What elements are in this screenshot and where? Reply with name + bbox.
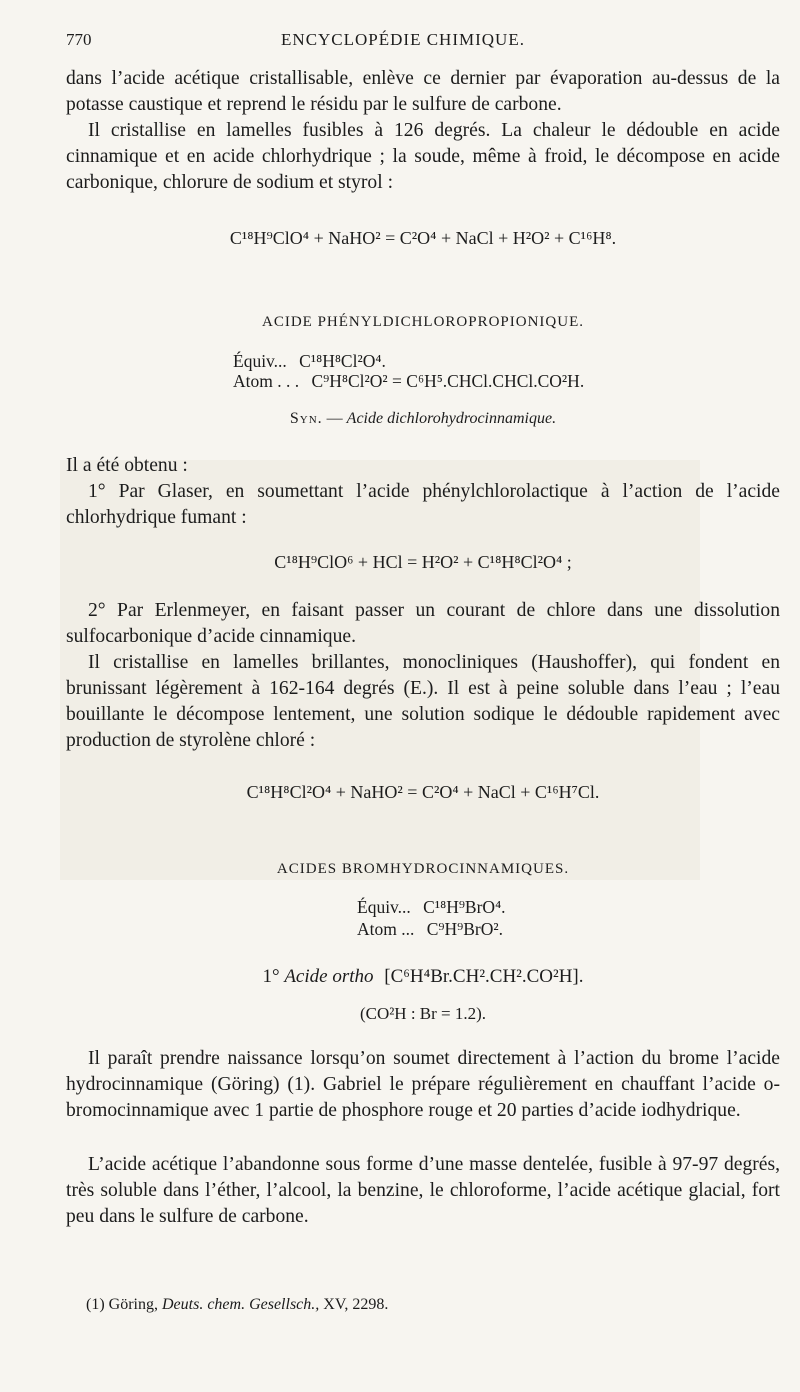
formula-1: C¹⁸H⁹ClO⁴ + NaHO² = C²O⁴ + NaCl + H²O² + C¹⁶H⁸.: [229, 228, 617, 248]
subheading-ortho: [66, 966, 780, 988]
paragraph-3: Il a été obtenu :: [66, 455, 188, 476]
atom-line-2: [357, 918, 503, 940]
subheading-formula: [C⁶H⁴Br.CH².CH².CO²H].: [384, 966, 584, 987]
subheading-name: Acide ortho: [284, 966, 374, 987]
equiv-label: Équiv...: [357, 897, 411, 917]
formula-3: C¹⁸H⁸Cl²O⁴ + NaHO² = C²O⁴ + NaCl + C¹⁶H⁷Cl.: [246, 782, 600, 802]
footnote-ref: XV, 2298.: [323, 1296, 389, 1313]
atom-line-1: [233, 370, 584, 392]
paragraph-7: Il paraît prendre naissance lorsqu’on soumet directement à l’action du brome l’acide hydrocinnamique (Göring) (1). Gabriel le prépare régulièrement en chauffant l’acide o-bromocinnamique avec 1 partie de phosphore rouge et 20 parties d’acide iodhydrique.: [66, 1048, 780, 1121]
subheading-position: (CO²H : Br = 1.2).: [359, 1004, 487, 1023]
formula-2: C¹⁸H⁹ClO⁶ + HCl = H²O² + C¹⁸H⁸Cl²O⁴ ;: [274, 552, 572, 572]
synonym-line: [66, 410, 780, 428]
atom-value: C⁹H⁸Cl²O² = C⁶H⁵.CHCl.CHCl.CO²H.: [311, 371, 585, 391]
syn-dash: —: [326, 410, 343, 427]
atom-label: Atom . . .: [233, 371, 300, 391]
equiv-value: C¹⁸H⁸Cl²O⁴.: [299, 351, 386, 371]
heading-phenyldichloropropionique: ACIDE PHÉNYLDICHLOROPROPIONIQUE.: [262, 314, 584, 330]
paragraph-6: Il cristallise en lamelles brillantes, monocliniques (Haushoffer), qui fondent en brunissant légèrement à 162-164 degrés (E.). Il est à peine soluble dans l’eau ; l’eau bouillante le décompose lentement, une solution sodique le dédouble rapidement avec production de styrolène chloré :: [66, 652, 780, 751]
syn-label: Syn.: [289, 410, 323, 427]
page-header: [66, 30, 740, 56]
syn-value: Acide dichlorohydrocinnamique.: [346, 410, 557, 427]
footnote: [86, 1296, 388, 1314]
footnote-author: Göring,: [108, 1296, 158, 1313]
atom-value: C⁹H⁹BrO².: [426, 919, 504, 939]
paragraph-5: 2° Par Erlenmeyer, en faisant passer un courant de chlore dans une dissolution sulfocarbonique d’acide cinnamique.: [66, 600, 780, 647]
page-number: 770: [66, 30, 92, 49]
equiv-line-1: [233, 350, 386, 372]
equiv-value: C¹⁸H⁹BrO⁴.: [423, 897, 506, 917]
equiv-line-2: [357, 896, 506, 918]
running-title: ENCYCLOPÉDIE CHIMIQUE.: [281, 30, 525, 49]
paragraph-8: L’acide acétique l’abandonne sous forme d’une masse dentelée, fusible à 97-97 degrés, très soluble dans l’éther, l’alcool, la benzine, le chloroforme, l’acide acétique glacial, fort peu dans le sulfure de carbone.: [66, 1154, 780, 1227]
footnote-marker: (1): [86, 1296, 105, 1313]
paragraph-4: 1° Par Glaser, en soumettant l’acide phénylchlorolactique à l’action de l’acide chlorhydrique fumant :: [66, 481, 780, 528]
paragraph-1: dans l’acide acétique cristallisable, enlève ce dernier par évaporation au-dessus de la potasse caustique et reprend le résidu par le sulfure de carbone.: [66, 68, 780, 115]
paragraph-2: Il cristallise en lamelles fusibles à 126 degrés. La chaleur le dédouble en acide cinnamique et en acide chlorhydrique ; la soude, même à froid, le décompose en acide carbonique, chlorure de sodium et styrol :: [66, 120, 780, 193]
footnote-journal: Deuts. chem. Gesellsch.,: [161, 1296, 320, 1313]
subheading-number: 1°: [262, 966, 280, 987]
atom-label: Atom ...: [357, 919, 415, 939]
equiv-label: Équiv...: [233, 351, 287, 371]
heading-bromhydrocinnamiques: ACIDES BROMHYDROCINNAMIQUES.: [276, 861, 570, 877]
